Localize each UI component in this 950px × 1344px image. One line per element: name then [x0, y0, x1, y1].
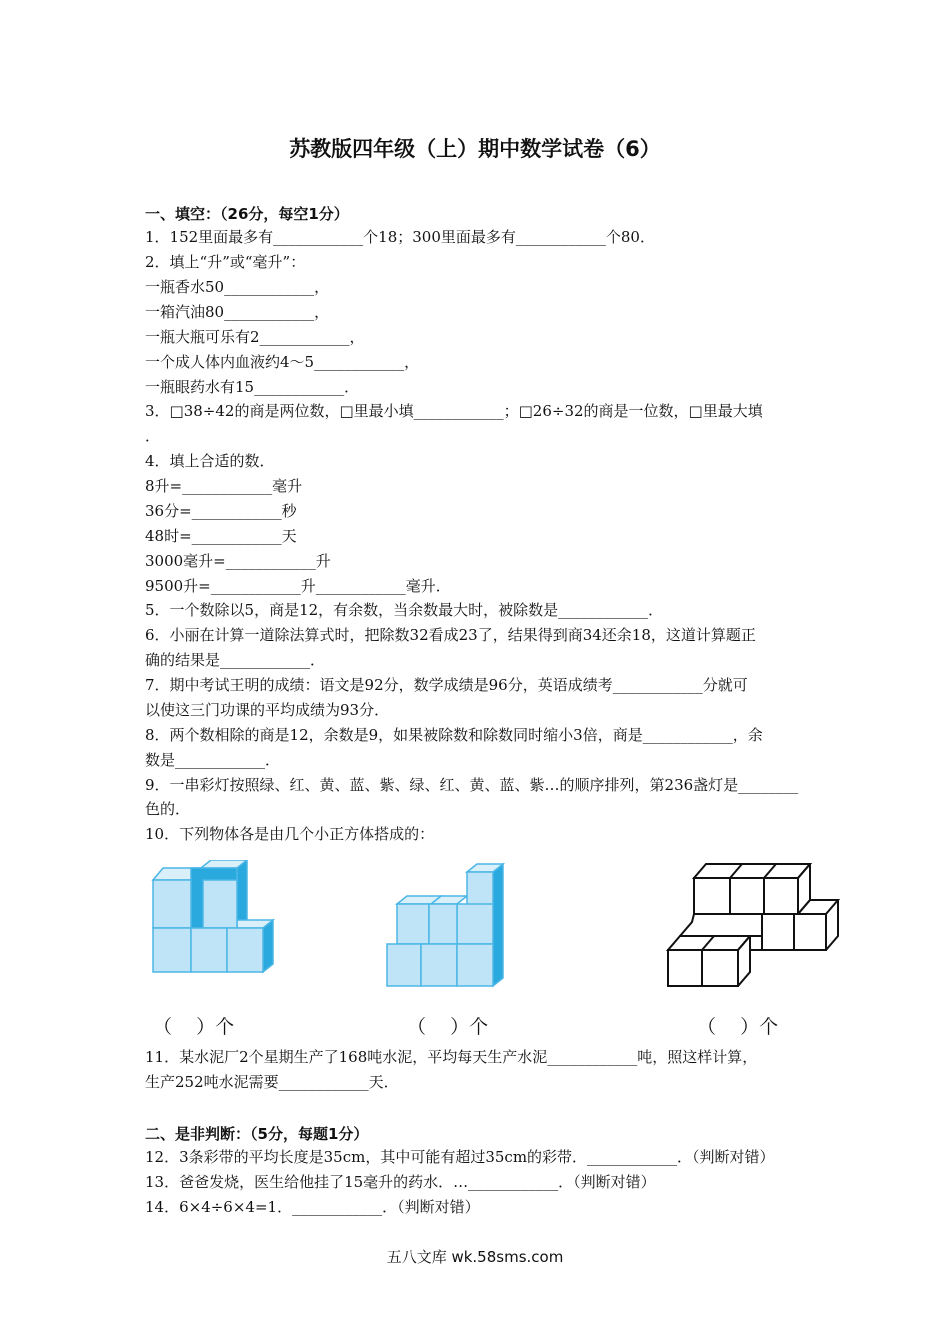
footer-watermark: 五八文库 wk.58sms.com: [386, 1248, 564, 1266]
question-line: 2．填上“升”或“毫升”：: [145, 253, 306, 271]
question-line: ．: [145, 427, 161, 445]
question-line: 7．期中考试王明的成绩：语文是92分，数学成绩是96分，英语成绩考____________分就可: [145, 676, 748, 694]
section2-heading: 二、是非判断：（5分，每题1分）: [145, 1125, 369, 1143]
question-line: 9500升=____________升____________毫升．: [145, 577, 451, 595]
question-line: 生产252吨水泥需要____________天．: [145, 1073, 399, 1091]
question-line: 一个成人体内血液约4～5____________，: [145, 353, 420, 371]
question-line: 一瓶眼药水有15____________．: [145, 378, 360, 396]
question-line: 13．爸爸发烧，医生给他挂了15毫升的药水．…____________．（判断对错）: [145, 1173, 656, 1191]
question-line: 一瓶香水50____________，: [145, 278, 330, 296]
question-line: 12．3条彩带的平均长度是35cm，其中可能有超过35cm的彩带．____________．（判断对错）: [145, 1148, 775, 1166]
question-line: 10．下列物体各是由几个小正方体搭成的：: [145, 825, 435, 843]
cube-figure-3: [662, 860, 842, 990]
question-line: 11．某水泥厂2个星期生产了168吨水泥，平均每天生产水泥____________吨，照这样计算，: [145, 1048, 758, 1066]
page-title: 苏教版四年级（上）期中数学试卷（6）: [289, 137, 661, 161]
question-line: 14．6×4÷6×4=1．____________．（判断对错）: [145, 1198, 480, 1216]
answer-blank-2: （ ）个: [407, 1016, 489, 1038]
question-line: 3．□38÷42的商是两位数，□里最小填____________；□26÷32的商是一位数，□里最大填: [145, 402, 763, 420]
question-line: 36分=____________秒: [145, 502, 297, 520]
question-line: 3000毫升=____________升: [145, 552, 331, 570]
question-line: 以使这三门功课的平均成绩为93分．: [145, 701, 390, 719]
question-line: 5．一个数除以5，商是12，有余数，当余数最大时，被除数是____________．: [145, 601, 664, 619]
question-line: 1．152里面最多有____________个18；300里面最多有____________个80．: [145, 228, 655, 246]
question-line: 9．一串彩灯按照绿、红、黄、蓝、紫、绿、红、黄、蓝、紫…的顺序排列，第236盏灯是________: [145, 776, 799, 794]
question-line: 数是____________．: [145, 751, 281, 769]
question-line: 一瓶大瓶可乐有2____________，: [145, 328, 365, 346]
answer-blank-1: （ ）个: [153, 1016, 235, 1038]
question-line: 一箱汽油80____________，: [145, 303, 330, 321]
cube-figure-2: [385, 860, 515, 990]
question-line: 4．填上合适的数．: [145, 452, 275, 470]
question-line: 8升=____________毫升: [145, 477, 303, 495]
answer-blank-3: （ ）个: [697, 1016, 779, 1038]
section1-heading: 一、填空：（26分，每空1分）: [145, 205, 349, 223]
question-line: 8．两个数相除的商是12，余数是9，如果被除数和除数同时缩小3倍，商是____________，余: [145, 726, 763, 744]
question-line: 确的结果是____________．: [145, 651, 326, 669]
cube-figure-1: [145, 860, 280, 980]
question-line: 48时=____________天: [145, 527, 297, 545]
question-line: 色的．: [145, 800, 191, 818]
question-line: 6．小丽在计算一道除法算式时，把除数32看成23了，结果得到商34还余18，这道计算题正: [145, 626, 756, 644]
